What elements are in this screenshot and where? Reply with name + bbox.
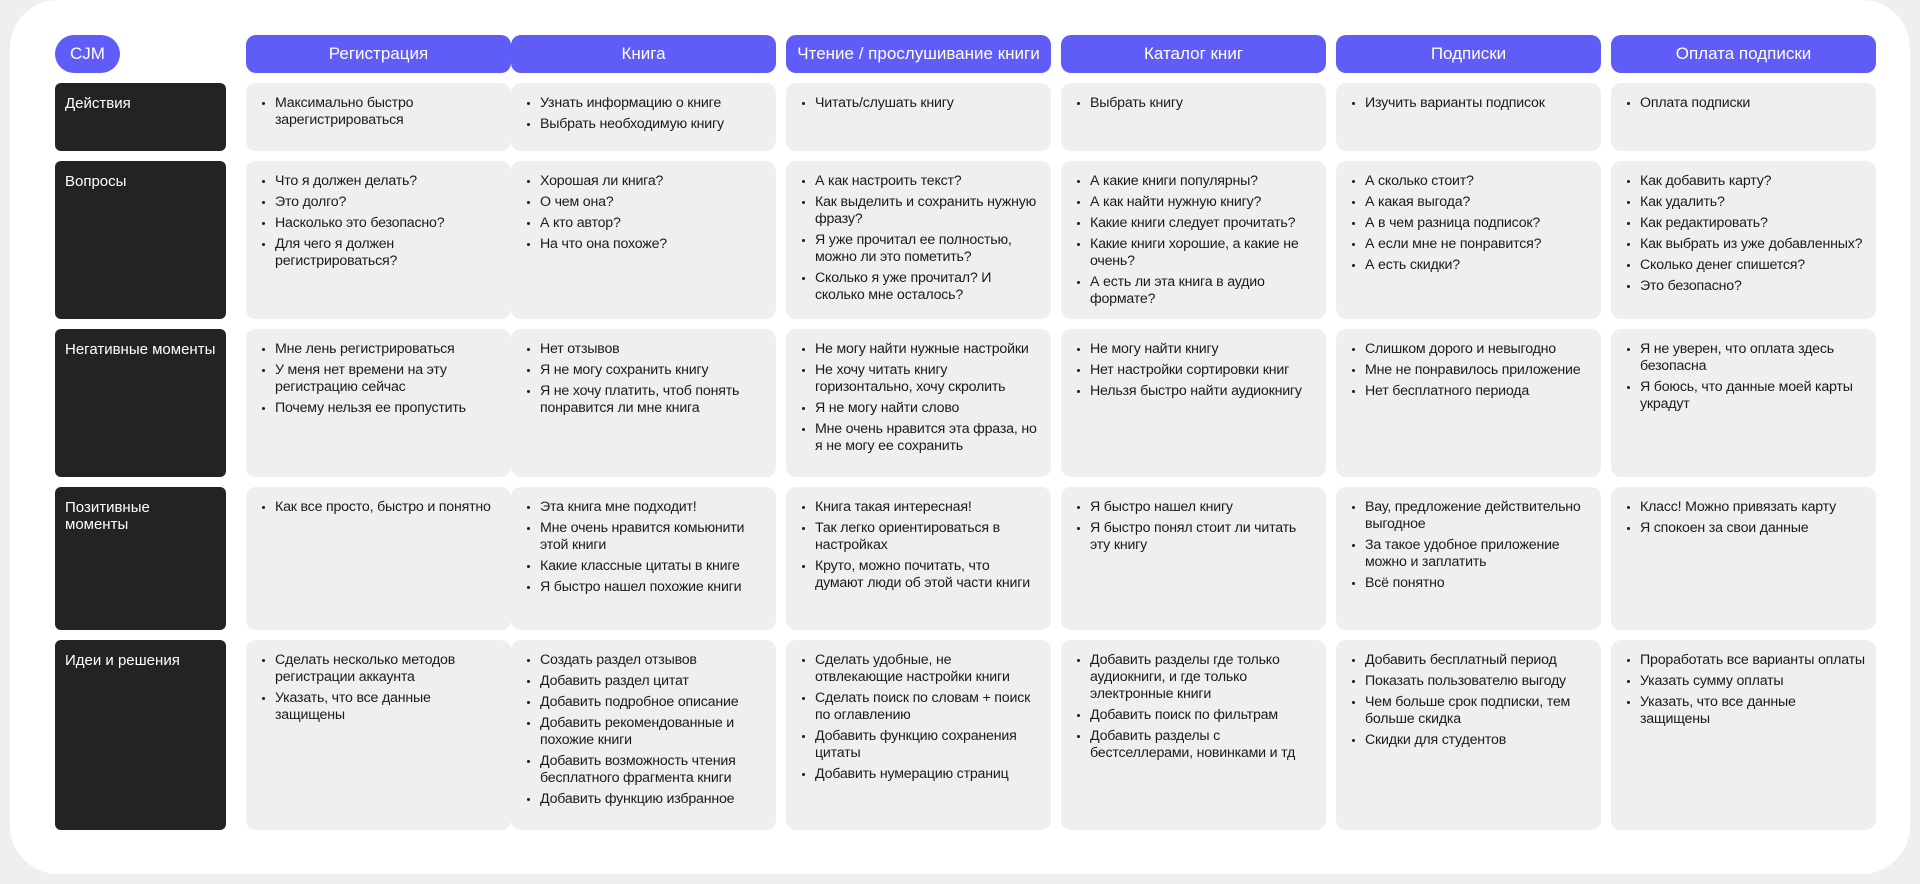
list-item: Создать раздел отзывов (525, 652, 766, 669)
cell-list (800, 173, 1041, 304)
cell-list (1350, 341, 1591, 400)
list-item: Вау, предложение действительно выгодное (1350, 499, 1591, 533)
list-item: Какие классные цитаты в книге (525, 558, 766, 575)
list-item: Оплата подписки (1625, 95, 1866, 112)
list-item: Что я должен делать? (260, 173, 501, 190)
list-item: Не хочу читать книгу горизонтально, хочу скролить (800, 362, 1041, 396)
cjm-cell (1336, 83, 1601, 151)
cjm-cell (246, 83, 511, 151)
list-item: Как удалить? (1625, 194, 1866, 211)
list-item: Скидки для студентов (1350, 732, 1591, 749)
list-item: Для чего я должен регистрироваться? (260, 236, 501, 270)
cjm-cell (786, 161, 1051, 319)
cjm-cell (511, 83, 776, 151)
list-item: Мне не понравилось приложение (1350, 362, 1591, 379)
stage-header-book: Книга (511, 35, 776, 73)
cjm-cell (511, 329, 776, 477)
cjm-cell (1336, 161, 1601, 319)
row-label-questions: Вопросы (55, 161, 226, 319)
list-item: Эта книга мне подходит! (525, 499, 766, 516)
list-item: А если мне не понравится? (1350, 236, 1591, 253)
cell-list (1075, 173, 1316, 308)
list-item: Не могу найти книгу (1075, 341, 1316, 358)
list-item: Показать пользователю выгоду (1350, 673, 1591, 690)
list-item: Указать, что все данные защищены (260, 690, 501, 724)
cell-list (1625, 652, 1866, 728)
list-item: Это долго? (260, 194, 501, 211)
list-item: А есть скидки? (1350, 257, 1591, 274)
cjm-cell (1611, 161, 1876, 319)
list-item: Как редактировать? (1625, 215, 1866, 232)
cell-list (800, 652, 1041, 783)
cjm-cell (1061, 83, 1326, 151)
stage-header-reading: Чтение / прослушивание книги (786, 35, 1051, 73)
list-item: Сделать удобные, не отвлекающие настройки книги (800, 652, 1041, 686)
list-item: Нет отзывов (525, 341, 766, 358)
cjm-cell (786, 487, 1051, 630)
cell-list (1075, 341, 1316, 400)
cjm-cell (511, 640, 776, 830)
list-item: Чем больше срок подписки, тем больше скидка (1350, 694, 1591, 728)
cell-list (525, 95, 766, 133)
list-item: У меня нет времени на эту регистрацию сейчас (260, 362, 501, 396)
list-item: Максимально быстро зарегистрироваться (260, 95, 501, 129)
cell-list (1625, 341, 1866, 413)
list-item: Это безопасно? (1625, 278, 1866, 295)
list-item: Нет бесплатного периода (1350, 383, 1591, 400)
cjm-cell (1061, 640, 1326, 830)
list-item: Добавить поиск по фильтрам (1075, 707, 1316, 724)
list-item: Я уже прочитал ее полностью, можно ли это пометить? (800, 232, 1041, 266)
list-item: Так легко ориентироваться в настройках (800, 520, 1041, 554)
list-item: Добавить возможность чтения бесплатного фрагмента книги (525, 753, 766, 787)
cjm-cell (1611, 329, 1876, 477)
list-item: О чем она? (525, 194, 766, 211)
cjm-cell (511, 161, 776, 319)
list-item: Какие книги хорошие, а какие не очень? (1075, 236, 1316, 270)
list-item: Добавить нумерацию страниц (800, 766, 1041, 783)
cell-list (800, 341, 1041, 455)
list-item: Как выбрать из уже добавленных? (1625, 236, 1866, 253)
list-item: А кто автор? (525, 215, 766, 232)
list-item: Мне лень регистрироваться (260, 341, 501, 358)
list-item: Добавить бесплатный период (1350, 652, 1591, 669)
cell-list (260, 95, 501, 129)
cell-list (525, 173, 766, 253)
cjm-cell (1061, 329, 1326, 477)
row-label-negatives: Негативные моменты (55, 329, 226, 477)
list-item: Нет настройки сортировки книг (1075, 362, 1316, 379)
cell-list (260, 652, 501, 724)
cell-list (1075, 652, 1316, 762)
stage-header-registration: Регистрация (246, 35, 511, 73)
cjm-grid (55, 35, 1876, 830)
cjm-cell (1611, 487, 1876, 630)
cell-list (1350, 173, 1591, 274)
list-item: А какая выгода? (1350, 194, 1591, 211)
cjm-label: CJM (55, 35, 120, 73)
list-item: Добавить разделы где только аудиокниги, и где только электронные книги (1075, 652, 1316, 703)
row-label-ideas: Идеи и решения (55, 640, 226, 830)
list-item: За такое удобное приложение можно и заплатить (1350, 537, 1591, 571)
list-item: Я спокоен за свои данные (1625, 520, 1866, 537)
row-label-actions: Действия (55, 83, 226, 151)
cjm-cell (1061, 161, 1326, 319)
cell-list (525, 499, 766, 596)
cjm-cell (786, 329, 1051, 477)
list-item: Я быстро понял стоит ли читать эту книгу (1075, 520, 1316, 554)
list-item: Насколько это безопасно? (260, 215, 501, 232)
list-item: Добавить подробное описание (525, 694, 766, 711)
list-item: Я не могу найти слово (800, 400, 1041, 417)
cjm-cell (786, 640, 1051, 830)
list-item: Указать, что все данные защищены (1625, 694, 1866, 728)
cjm-cell (1611, 83, 1876, 151)
list-item: Я не хочу платить, чтоб понять понравится ли мне книга (525, 383, 766, 417)
cjm-cell (1611, 640, 1876, 830)
list-item: Нельзя быстро найти аудиокнигу (1075, 383, 1316, 400)
list-item: Изучить варианты подписок (1350, 95, 1591, 112)
cjm-cell (511, 487, 776, 630)
stage-header-catalog: Каталог книг (1061, 35, 1326, 73)
list-item: Почему нельзя ее пропустить (260, 400, 501, 417)
cjm-cell (1336, 640, 1601, 830)
list-item: А как настроить текст? (800, 173, 1041, 190)
cell-list (525, 341, 766, 417)
cell-list (1625, 173, 1866, 295)
cjm-board (10, 0, 1910, 874)
cjm-cell (1336, 487, 1601, 630)
cjm-cell (1336, 329, 1601, 477)
list-item: Добавить рекомендованные и похожие книги (525, 715, 766, 749)
cell-list (800, 95, 1041, 112)
list-item: Класс! Можно привязать карту (1625, 499, 1866, 516)
list-item: Выбрать книгу (1075, 95, 1316, 112)
list-item: Мне очень нравится комьюнити этой книги (525, 520, 766, 554)
cell-list (1350, 95, 1591, 112)
list-item: Книга такая интересная! (800, 499, 1041, 516)
list-item: Мне очень нравится эта фраза, но я не могу ее сохранить (800, 421, 1041, 455)
list-item: Добавить функцию избранное (525, 791, 766, 808)
cell-list (800, 499, 1041, 592)
list-item: Добавить разделы с бестселлерами, новинками и тд (1075, 728, 1316, 762)
cjm-cell (246, 640, 511, 830)
list-item: Сколько денег спишется? (1625, 257, 1866, 274)
list-item: Я не уверен, что оплата здесь безопасна (1625, 341, 1866, 375)
list-item: Читать/слушать книгу (800, 95, 1041, 112)
cell-list (260, 173, 501, 270)
list-item: А есть ли эта книга в аудио формате? (1075, 274, 1316, 308)
list-item: А какие книги популярны? (1075, 173, 1316, 190)
stage-header-payment: Оплата подписки (1611, 35, 1876, 73)
list-item: Я не могу сохранить книгу (525, 362, 766, 379)
list-item: Проработать все варианты оплаты (1625, 652, 1866, 669)
list-item: Не могу найти нужные настройки (800, 341, 1041, 358)
cjm-cell (246, 161, 511, 319)
list-item: Как выделить и сохранить нужную фразу? (800, 194, 1041, 228)
list-item: А сколько стоит? (1350, 173, 1591, 190)
cell-list (1075, 499, 1316, 554)
stage-header-subscriptions: Подписки (1336, 35, 1601, 73)
corner-cell (55, 35, 226, 73)
cell-list (525, 652, 766, 808)
list-item: На что она похоже? (525, 236, 766, 253)
list-item: А в чем разница подписок? (1350, 215, 1591, 232)
list-item: Сколько я уже прочитал? И сколько мне осталось? (800, 270, 1041, 304)
list-item: Круто, можно почитать, что думают люди об этой части книги (800, 558, 1041, 592)
list-item: Сделать поиск по словам + поиск по оглавлению (800, 690, 1041, 724)
cell-list (1625, 499, 1866, 537)
list-item: Какие книги следует прочитать? (1075, 215, 1316, 232)
cell-list (260, 341, 501, 417)
cell-list (1350, 652, 1591, 749)
list-item: Указать сумму оплаты (1625, 673, 1866, 690)
list-item: Всё понятно (1350, 575, 1591, 592)
cjm-cell (1061, 487, 1326, 630)
list-item: Как добавить карту? (1625, 173, 1866, 190)
cjm-cell (786, 83, 1051, 151)
list-item: Я боюсь, что данные моей карты украдут (1625, 379, 1866, 413)
list-item: Как все просто, быстро и понятно (260, 499, 501, 516)
cell-list (1075, 95, 1316, 112)
list-item: Добавить раздел цитат (525, 673, 766, 690)
row-label-positives: Позитивные моменты (55, 487, 226, 630)
list-item: Я быстро нашел похожие книги (525, 579, 766, 596)
cjm-cell (246, 487, 511, 630)
cell-list (1350, 499, 1591, 592)
list-item: Я быстро нашел книгу (1075, 499, 1316, 516)
list-item: Слишком дорого и невыгодно (1350, 341, 1591, 358)
cell-list (260, 499, 501, 516)
list-item: Добавить функцию сохранения цитаты (800, 728, 1041, 762)
cjm-cell (246, 329, 511, 477)
list-item: Сделать несколько методов регистрации аккаунта (260, 652, 501, 686)
list-item: Выбрать необходимую книгу (525, 116, 766, 133)
list-item: Узнать информацию о книге (525, 95, 766, 112)
cell-list (1625, 95, 1866, 112)
list-item: Хорошая ли книга? (525, 173, 766, 190)
list-item: А как найти нужную книгу? (1075, 194, 1316, 211)
